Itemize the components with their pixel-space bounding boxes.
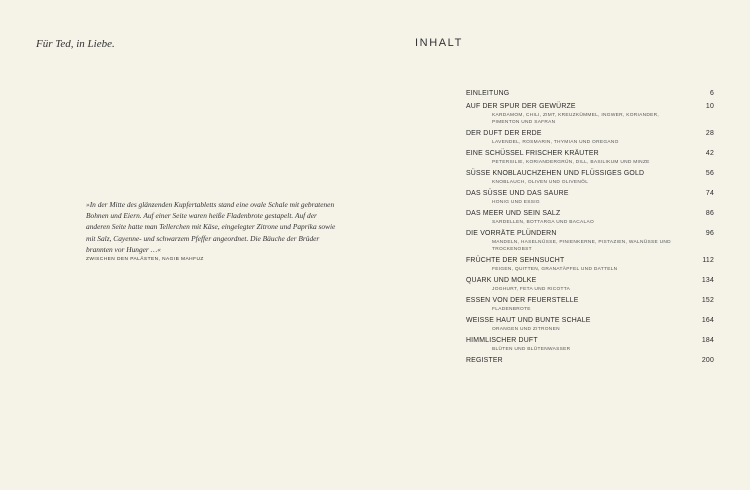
toc-row	[466, 129, 714, 139]
toc-chapter-subtitle: FEIGEN, QUITTEN, GRANATÄPFEL UND DATTELN	[492, 267, 618, 273]
toc-chapter-subtitle: SARDELLEN, BOTTARGA UND BACALAO	[492, 220, 594, 225]
toc-entry[interactable]	[466, 296, 714, 313]
toc-page-number: 184	[701, 337, 714, 345]
toc-chapter-title: HIMMLISCHER DUFT	[466, 337, 538, 345]
toc-entry[interactable]	[466, 129, 714, 146]
toc-chapter-title: SÜSSE KNOBLAUCHZEHEN UND FLÜSSIGES GOLD	[466, 170, 645, 177]
toc-row	[466, 316, 714, 326]
toc-page-number: 134	[701, 277, 714, 285]
toc-chapter-title: QUARK UND MOLKE	[466, 277, 537, 285]
toc-chapter-title: REGISTER	[466, 357, 503, 365]
toc-chapter-title: EINLEITUNG	[466, 90, 510, 97]
toc-chapter-title: ESSEN VON DER FEUERSTELLE	[466, 297, 579, 305]
dedication: Für Ted, in Liebe.	[36, 38, 115, 50]
toc-entry[interactable]	[466, 336, 714, 353]
toc-page-number: 96	[705, 230, 714, 237]
toc-row	[466, 89, 714, 99]
toc-entry[interactable]	[466, 89, 714, 99]
toc-entry[interactable]	[466, 229, 714, 254]
toc-chapter-subtitle: PETERSILIE, KORIANDERGRÜN, DILL, BASILIKUM UND MINZE	[492, 160, 650, 165]
toc-entry[interactable]	[466, 356, 714, 366]
toc-chapter-title: WEISSE HAUT UND BUNTE SCHALE	[466, 317, 591, 325]
toc-chapter-title: DIE VORRÄTE PLÜNDERN	[466, 230, 557, 237]
toc-chapter-subtitle: HONIG UND ESSIG	[492, 200, 540, 205]
toc-chapter-title: DAS MEER UND SEIN SALZ	[466, 210, 561, 217]
toc-entry[interactable]	[466, 316, 714, 333]
toc-row	[466, 189, 714, 199]
toc-row	[466, 296, 714, 306]
epigraph	[86, 199, 336, 262]
toc-entry[interactable]	[466, 276, 714, 293]
toc-entry[interactable]	[466, 102, 714, 127]
toc-chapter-subtitle: KNOBLAUCH, OLIVEN UND OLIVENÖL	[492, 180, 589, 185]
toc-chapter-title: FRÜCHTE DER SEHNSUCHT	[466, 257, 565, 265]
toc-entry[interactable]	[466, 256, 714, 273]
toc-page-number: 42	[705, 150, 714, 157]
toc-heading: INHALT	[415, 37, 463, 49]
toc-chapter-subtitle: BLÜTEN UND BLÜTENWASSER	[492, 347, 571, 353]
toc-chapter-title: DER DUFT DER ERDE	[466, 130, 542, 137]
toc-page-number: 10	[705, 102, 714, 110]
toc-chapter-subtitle: LAVENDEL, ROSMARIN, THYMIAN UND OREGANO	[492, 140, 619, 145]
toc-row	[466, 102, 714, 112]
toc-chapter-title: EINE SCHÜSSEL FRISCHER KRÄUTER	[466, 150, 599, 157]
table-of-contents	[466, 89, 714, 369]
toc-page-number: 56	[705, 170, 714, 177]
toc-page-number: 6	[709, 90, 714, 97]
toc-chapter-subtitle: KARDAMOM, CHILI, ZIMT, KREUZKÜMMEL, INGWER, KORIANDER, PIMENTON UND SAFRAN	[492, 112, 660, 125]
toc-row	[466, 276, 714, 286]
epigraph-source: ZWISCHEN DEN PALÄSTEN, NAGIB MAHFUZ	[86, 257, 204, 263]
toc-row	[466, 169, 714, 179]
toc-page-number: 74	[705, 190, 714, 197]
toc-chapter-subtitle: MANDELN, HASELNÜSSE, PINIENKERNE, PISTAZIEN, WALNÜSSE UND TROCKENOBST	[492, 240, 671, 253]
toc-page-number: 164	[701, 317, 714, 325]
epigraph-quote: »In der Mitte des glänzenden Kupfertabletts stand eine ovale Schale mit gebratenen Bohnen und Eiern. Auf einer Seite waren heiße Fladenbrote gestapelt. Auf der anderen Seite hatte man Tellerchen mit Käse, eingelegter Zitrone und Paprika sowie mit Salz, Cayenne- und schwarzem Pfeffer angeordnet. Die Bäuche der Brüder brannten vor Hunger …«	[86, 200, 336, 254]
toc-page-number: 200	[701, 357, 714, 365]
toc-row	[466, 209, 714, 219]
toc-entry[interactable]	[466, 149, 714, 166]
toc-entry[interactable]	[466, 169, 714, 186]
toc-chapter-title: AUF DER SPUR DER GEWÜRZE	[466, 102, 576, 110]
toc-entry[interactable]	[466, 209, 714, 226]
right-page	[375, 0, 750, 490]
toc-page-number: 152	[701, 297, 714, 305]
toc-page-number: 86	[705, 210, 714, 217]
toc-page-number: 28	[705, 130, 714, 137]
toc-chapter-subtitle: FLADENBROTE	[492, 307, 531, 313]
toc-row	[466, 256, 714, 266]
toc-row	[466, 149, 714, 159]
toc-row	[466, 229, 714, 239]
toc-chapter-subtitle: JOGHURT, FETA UND RICOTTA	[492, 287, 571, 293]
toc-chapter-title: DAS SÜSSE UND DAS SAURE	[466, 190, 569, 197]
toc-row	[466, 336, 714, 346]
toc-entry[interactable]	[466, 189, 714, 206]
toc-page-number: 112	[702, 257, 714, 265]
toc-row	[466, 356, 714, 366]
toc-chapter-subtitle: ORANGEN UND ZITRONEN	[492, 327, 560, 333]
